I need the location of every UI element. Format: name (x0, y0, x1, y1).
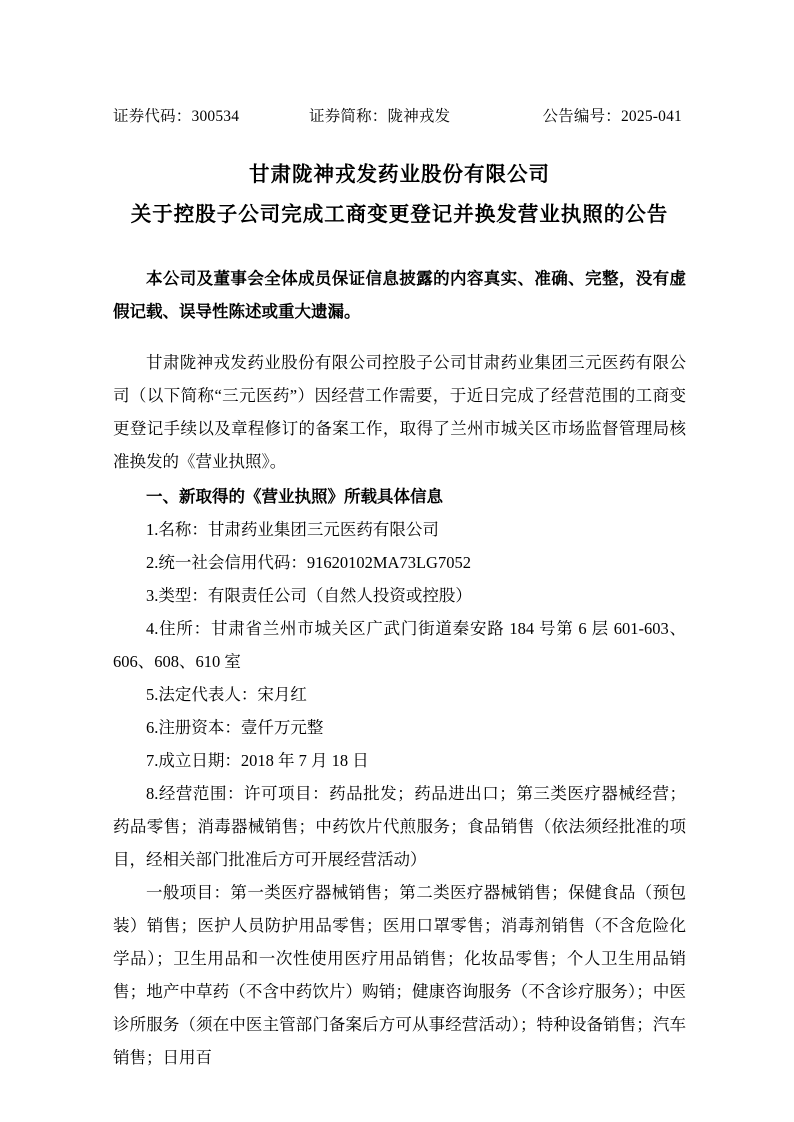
license-item-business-scope: 8.经营范围：许可项目：药品批发；药品进出口；第三类医疗器械经营；药品零售；消毒器械销售；中药饮片代煎服务；食品销售（依法须经批准的项目，经相关部门批准后方可开展经营活动） (113, 783, 686, 869)
security-code: 证券代码：300534 (113, 108, 240, 125)
body-paragraph-1: 甘肃陇神戎发药业股份有限公司控股子公司甘肃药业集团三元医药有限公司（以下简称“三元医药”）因经营工作需要，于近日完成了经营范围的工商变更登记手续以及章程修订的备案工作，取得了兰州市城关区市场监督管理局核准换发的《营业执照》。 (113, 352, 686, 471)
document-header (113, 104, 686, 126)
license-item-address: 4.住所：甘肃省兰州市城关区广武门街道秦安路 184 号第 6 层 601-603、606、608、610 室 (113, 618, 686, 671)
license-item-credit-code: 2.统一社会信用代码：91620102MA73LG7052 (146, 552, 471, 572)
announcement-number: 公告编号：2025-041 (542, 108, 682, 125)
license-item-registered-capital: 6.注册资本：壹仟万元整 (146, 717, 324, 737)
page-title-line2: 关于控股子公司完成工商变更登记并换发营业执照的公告 (130, 203, 669, 226)
license-item-establishment-date: 7.成立日期：2018 年 7 月 18 日 (146, 750, 369, 770)
license-item-name: 1.名称：甘肃药业集团三元医药有限公司 (146, 519, 439, 539)
section-heading-1: 一、新取得的《营业执照》所载具体信息 (146, 486, 443, 506)
license-item-legal-representative: 5.法定代表人：宋月红 (146, 684, 307, 704)
disclosure-statement: 本公司及董事会全体成员保证信息披露的内容真实、准确、完整，没有虚假记载、误导性陈述或重大遗漏。 (113, 268, 686, 321)
license-item-general-scope: 一般项目：第一类医疗器械销售；第二类医疗器械销售；保健食品（预包装）销售；医护人员防护用品零售；医用口罩零售；消毒剂销售（不含危险化学品）；卫生用品和一次性使用医疗用品销售；化妆品零售；个人卫生用品销售；地产中草药（不含中药饮片）购销；健康咨询服务（不含诊疗服务）；中医诊所服务（须在中医主管部门备案后方可从事经营活动）；特种设备销售；汽车销售；日用百 (113, 882, 686, 1067)
security-name: 证券简称：陇神戎发 (309, 108, 451, 125)
license-item-type: 3.类型：有限责任公司（自然人投资或控股） (146, 585, 472, 605)
page-title-line1: 甘肃陇神戎发药业股份有限公司 (249, 164, 550, 186)
